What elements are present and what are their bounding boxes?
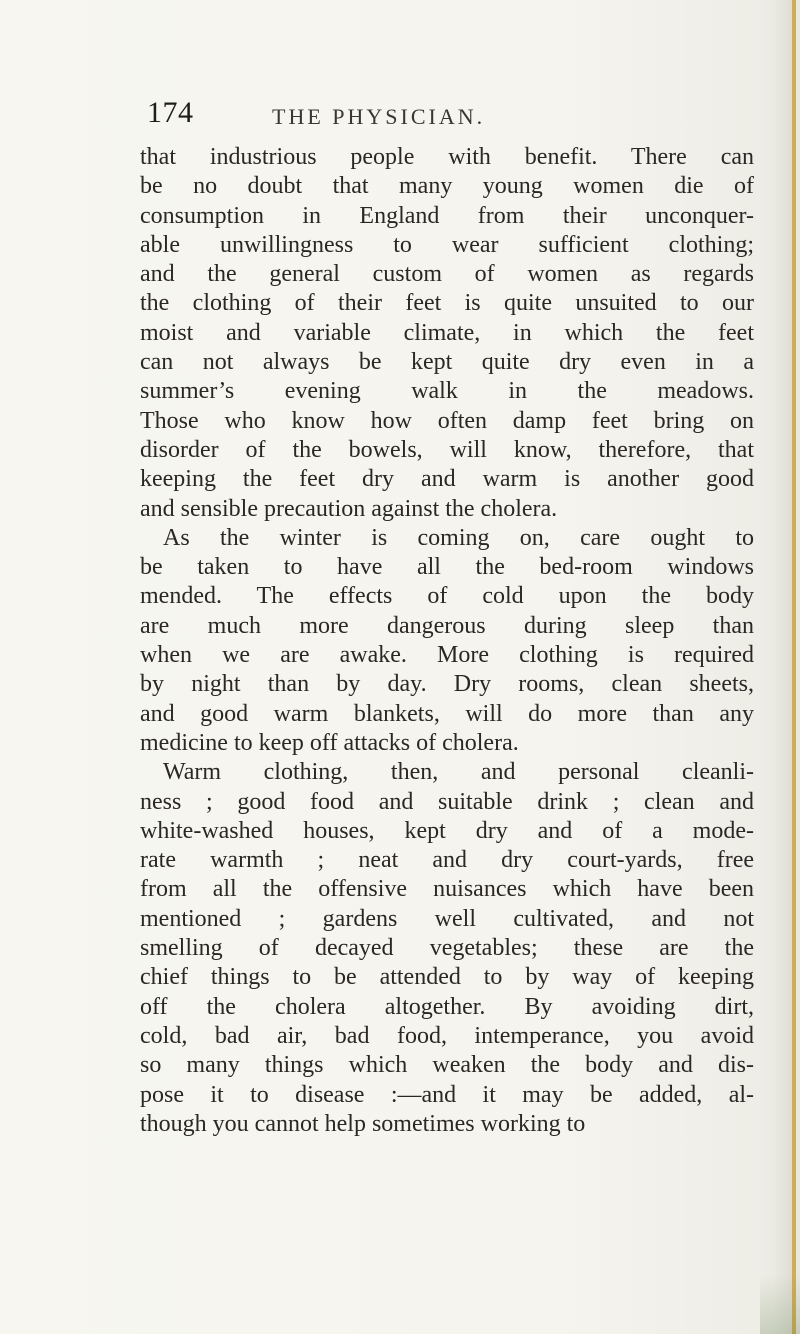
text-line: can not always be kept quite dry even in a — [140, 349, 754, 376]
text-line: and the general custom of women as regards — [140, 261, 754, 288]
text-line: smelling of decayed vegetables; these are the — [140, 935, 754, 962]
text-line: be no doubt that many young women die of — [140, 173, 754, 200]
text-line: be taken to have all the bed-room windows — [140, 554, 754, 581]
text-line: and sensible precaution against the cholera. — [140, 495, 558, 522]
text-line: keeping the feet dry and warm is another good — [140, 466, 754, 493]
text-line: medicine to keep off attacks of cholera. — [140, 729, 519, 756]
page-header — [147, 96, 747, 136]
text-line: ness ; good food and suitable drink ; clean and — [140, 788, 754, 815]
text-line: moist and variable climate, in which the feet — [140, 319, 754, 346]
text-line: from all the offensive nuisances which have been — [140, 876, 754, 903]
text-line: though you cannot help sometimes working to — [140, 1110, 586, 1137]
text-line: consumption in England from their unconquer- — [140, 202, 754, 229]
text-line: pose it to disease :—and it may be added, al- — [140, 1081, 754, 1108]
text-line: cold, bad air, bad food, intemperance, you avoid — [140, 1022, 754, 1049]
text-line: chief things to be attended to by way of keeping — [140, 964, 754, 991]
text-line: when we are awake. More clothing is required — [140, 642, 754, 669]
text-line: and good warm blankets, will do more than any — [140, 700, 754, 727]
page-number: 174 — [147, 96, 194, 129]
text-line: rate warmth ; neat and dry court-yards, free — [140, 847, 754, 874]
text-line: mended. The effects of cold upon the body — [140, 583, 754, 610]
text-line: Warm clothing, then, and personal cleanli- — [163, 759, 754, 786]
text-line: summer’s evening walk in the meadows. — [140, 378, 754, 405]
text-line: off the cholera altogether. By avoiding dirt, — [140, 993, 754, 1020]
page-corner-shadow — [760, 1274, 800, 1334]
running-head: THE PHYSICIAN. — [272, 104, 486, 129]
text-line: that industrious people with benefit. There can — [140, 144, 754, 170]
page-edge-margin — [796, 0, 800, 1334]
text-line: white-washed houses, kept dry and of a mode- — [140, 817, 754, 844]
text-line: mentioned ; gardens well cultivated, and not — [140, 905, 754, 932]
text-line: disorder of the bowels, will know, therefore, that — [140, 436, 754, 463]
body-text — [140, 143, 754, 1139]
text-line: the clothing of their feet is quite unsuited to our — [140, 290, 754, 317]
text-line: As the winter is coming on, care ought to — [163, 524, 754, 551]
text-line: are much more dangerous during sleep than — [140, 612, 754, 639]
text-line: able unwillingness to wear sufficient clothing; — [140, 231, 754, 258]
text-line: so many things which weaken the body and dis- — [140, 1052, 754, 1079]
text-line: by night than by day. Dry rooms, clean sheets, — [140, 671, 754, 698]
text-line: Those who know how often damp feet bring on — [140, 407, 754, 434]
